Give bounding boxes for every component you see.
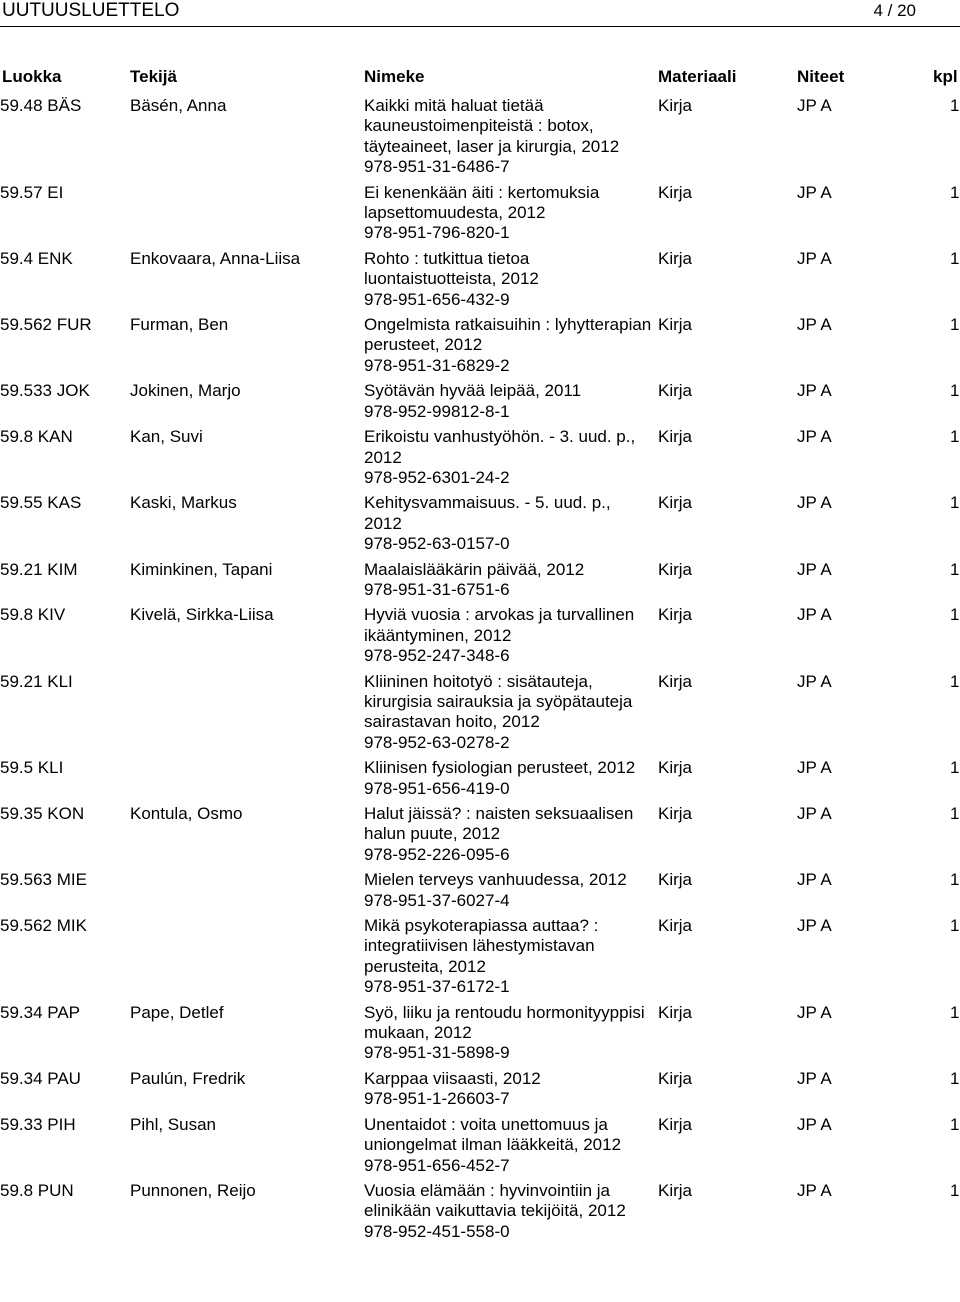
cell-nimeke: [364, 427, 652, 488]
title-text: Ongelmista ratkaisuihin : lyhytterapian perusteet, 2012: [364, 315, 652, 355]
cell-niteet: JP A: [797, 315, 832, 335]
table-row: [0, 1003, 960, 1064]
title-text: Maalaislääkärin päivää, 2012: [364, 559, 585, 579]
cell-nimeke: [364, 96, 652, 178]
cell-niteet: JP A: [797, 559, 832, 579]
cell-tekija: Pihl, Susan: [130, 1114, 216, 1134]
cell-luokka: 59.8 KIV: [0, 605, 66, 625]
cell-materiaali: Kirja: [658, 1180, 693, 1200]
isbn-text: 978-951-31-5898-9: [364, 1043, 510, 1063]
cell-materiaali: Kirja: [658, 1002, 693, 1022]
cell-nimeke: [364, 1181, 652, 1242]
table-row: [0, 804, 960, 865]
cell-luokka: 59.55 KAS: [0, 493, 82, 513]
cell-nimeke: [364, 1115, 652, 1176]
cell-kpl: 1: [950, 870, 960, 890]
cell-nimeke: [364, 870, 652, 911]
title-text: Hyviä vuosia : arvokas ja turvallinen ikääntyminen, 2012: [364, 605, 635, 645]
column-header-materiaali: Materiaali: [658, 67, 737, 86]
cell-luokka: 59.57 EI: [0, 182, 64, 202]
cell-luokka: 59.563 MIE: [0, 870, 87, 890]
table-row: [0, 560, 960, 601]
cell-materiaali: Kirja: [658, 671, 693, 691]
table-row: [0, 427, 960, 488]
cell-materiaali: Kirja: [658, 493, 693, 513]
cell-tekija: Jokinen, Marjo: [130, 381, 241, 401]
cell-kpl: 1: [950, 916, 960, 936]
cell-luokka: 59.4 ENK: [0, 248, 73, 268]
cell-nimeke: [364, 758, 652, 799]
cell-kpl: 1: [950, 182, 960, 202]
cell-materiaali: Kirja: [658, 916, 693, 936]
cell-niteet: JP A: [797, 1114, 832, 1134]
isbn-text: 978-952-63-0157-0: [364, 534, 510, 554]
cell-kpl: 1: [950, 671, 960, 691]
cell-kpl: 1: [950, 758, 960, 778]
cell-materiaali: Kirja: [658, 182, 693, 202]
isbn-text: 978-952-451-558-0: [364, 1221, 510, 1241]
column-header-tekija: Tekijä: [130, 67, 177, 86]
cell-tekija: Furman, Ben: [130, 315, 229, 335]
cell-tekija: Kivelä, Sirkka-Liisa: [130, 605, 274, 625]
column-header-luokka: Luokka: [2, 67, 62, 86]
cell-nimeke: [364, 315, 652, 376]
cell-luokka: 59.34 PAU: [0, 1068, 81, 1088]
table-row: [0, 315, 960, 376]
cell-nimeke: [364, 1003, 652, 1064]
cell-kpl: 1: [950, 427, 960, 447]
title-text: Ei kenenkään äiti : kertomuksia lapsettomuudesta, 2012: [364, 182, 600, 223]
isbn-text: 978-951-656-432-9: [364, 289, 510, 309]
cell-nimeke: [364, 672, 652, 754]
cell-tekija: Enkovaara, Anna-Liisa: [130, 248, 301, 268]
isbn-text: 978-952-6301-24-2: [364, 467, 510, 487]
cell-materiaali: Kirja: [658, 559, 693, 579]
table-row: [0, 183, 960, 244]
page-title: UUTUUSLUETTELO: [2, 0, 180, 21]
table-row: [0, 249, 960, 310]
cell-nimeke: [364, 605, 652, 666]
cell-niteet: JP A: [797, 248, 832, 268]
isbn-text: 978-951-656-452-7: [364, 1155, 510, 1175]
cell-materiaali: Kirja: [658, 381, 693, 401]
cell-kpl: 1: [950, 315, 960, 335]
cell-kpl: 1: [950, 1180, 960, 1200]
cell-kpl: 1: [950, 96, 960, 115]
column-header-nimeke: Nimeke: [364, 67, 425, 86]
cell-luokka: 59.33 PIH: [0, 1114, 76, 1134]
cell-tekija: Kontula, Osmo: [130, 804, 243, 823]
cell-nimeke: [364, 560, 652, 601]
cell-niteet: JP A: [797, 381, 832, 401]
cell-kpl: 1: [950, 493, 960, 513]
cell-niteet: JP A: [797, 605, 832, 625]
table-row: [0, 1069, 960, 1110]
title-text: Mikä psykoterapiassa auttaa? : integratiivisen lähestymistavan perusteita, 2012: [364, 916, 599, 976]
cell-niteet: JP A: [797, 427, 832, 447]
column-header-kpl: kpl: [933, 67, 958, 86]
cell-luokka: 59.5 KLI: [0, 758, 64, 778]
cell-niteet: JP A: [797, 96, 832, 115]
cell-tekija: Pape, Detlef: [130, 1002, 224, 1022]
table-row: [0, 672, 960, 754]
cell-nimeke: [364, 1069, 652, 1110]
cell-luokka: 59.21 KIM: [0, 559, 78, 579]
isbn-text: 978-952-99812-8-1: [364, 401, 510, 421]
cell-tekija: Kaski, Markus: [130, 493, 237, 513]
cell-niteet: JP A: [797, 493, 832, 513]
title-text: Syötävän hyvää leipää, 2011: [364, 381, 582, 401]
cell-luokka: 59.48 BÄS: [0, 96, 82, 115]
title-text: Kliinisen fysiologian perusteet, 2012: [364, 758, 636, 778]
cell-nimeke: [364, 381, 652, 422]
cell-kpl: 1: [950, 381, 960, 401]
table-row: [0, 1115, 960, 1176]
cell-materiaali: Kirja: [658, 248, 693, 268]
cell-materiaali: Kirja: [658, 1068, 693, 1088]
cell-luokka: 59.34 PAP: [0, 1002, 81, 1022]
cell-kpl: 1: [950, 1002, 960, 1022]
isbn-text: 978-951-37-6027-4: [364, 890, 510, 910]
cell-kpl: 1: [950, 1114, 960, 1134]
table-row: [0, 870, 960, 911]
cell-niteet: JP A: [797, 671, 832, 691]
table-row: [0, 381, 960, 422]
cell-nimeke: [364, 183, 652, 244]
cell-materiaali: Kirja: [658, 804, 693, 823]
table-row: [0, 493, 960, 554]
cell-niteet: JP A: [797, 1068, 832, 1088]
table-row: [0, 758, 960, 799]
cell-kpl: 1: [950, 804, 960, 823]
table-row: [0, 605, 960, 666]
title-text: Kliininen hoitotyö : sisätauteja, kirurgisia sairauksia ja syöpätauteja sairastavan hoito, 2012: [364, 671, 633, 732]
page-number: 4 / 20: [873, 1, 916, 20]
cell-tekija: Bäsén, Anna: [130, 96, 227, 115]
isbn-text: 978-951-31-6829-2: [364, 355, 510, 375]
cell-niteet: JP A: [797, 1180, 832, 1200]
isbn-text: 978-951-37-6172-1: [364, 977, 510, 997]
cell-kpl: 1: [950, 1068, 960, 1088]
isbn-text: 978-951-1-26603-7: [364, 1089, 510, 1109]
cell-tekija: Kan, Suvi: [130, 427, 203, 447]
cell-tekija: Kiminkinen, Tapani: [130, 559, 273, 579]
cell-tekija: Paulún, Fredrik: [130, 1068, 246, 1088]
cell-materiaali: Kirja: [658, 1114, 693, 1134]
title-text: Kehitysvammaisuus. - 5. uud. p., 2012: [364, 493, 611, 533]
title-text: Vuosia elämään : hyvinvointiin ja elinikään vaikuttavia tekijöitä, 2012: [364, 1180, 626, 1221]
cell-niteet: JP A: [797, 804, 832, 823]
cell-materiaali: Kirja: [658, 427, 693, 447]
cell-materiaali: Kirja: [658, 870, 693, 890]
table-row: [0, 96, 960, 178]
table-row: [0, 1181, 960, 1242]
isbn-text: 978-951-31-6751-6: [364, 579, 510, 599]
cell-kpl: 1: [950, 605, 960, 625]
isbn-text: 978-952-247-348-6: [364, 646, 510, 666]
cell-luokka: 59.35 KON: [0, 804, 85, 823]
cell-materiaali: Kirja: [658, 758, 693, 778]
title-text: Halut jäissä? : naisten seksuaalisen halun puute, 2012: [364, 804, 634, 844]
cell-luokka: 59.21 KLI: [0, 671, 73, 691]
cell-nimeke: [364, 916, 652, 998]
cell-luokka: 59.562 MIK: [0, 916, 87, 936]
title-text: Kaikki mitä haluat tietää kauneustoimenpiteistä : botox, täyteaineet, laser ja kirurgia, 2012: [364, 96, 620, 156]
cell-kpl: 1: [950, 248, 960, 268]
title-text: Mielen terveys vanhuudessa, 2012: [364, 870, 627, 890]
title-text: Rohto : tutkittua tietoa luontaistuotteista, 2012: [364, 248, 539, 289]
cell-niteet: JP A: [797, 870, 832, 890]
book-list: [0, 96, 960, 1242]
title-text: Karppaa viisaasti, 2012: [364, 1068, 541, 1088]
cell-luokka: 59.8 KAN: [0, 427, 73, 447]
table-row: [0, 916, 960, 998]
isbn-text: 978-951-656-419-0: [364, 778, 510, 798]
cell-materiaali: Kirja: [658, 315, 693, 335]
isbn-text: 978-951-796-820-1: [364, 223, 510, 243]
isbn-text: 978-952-226-095-6: [364, 844, 510, 864]
cell-niteet: JP A: [797, 758, 832, 778]
cell-niteet: JP A: [797, 1002, 832, 1022]
cell-nimeke: [364, 249, 652, 310]
column-header-niteet: Niteet: [797, 67, 845, 86]
header-divider: [0, 26, 960, 27]
cell-materiaali: Kirja: [658, 96, 693, 115]
cell-nimeke: [364, 804, 652, 865]
cell-nimeke: [364, 493, 652, 554]
cell-luokka: 59.562 FUR: [0, 315, 92, 335]
title-text: Syö, liiku ja rentoudu hormonityyppisi mukaan, 2012: [364, 1002, 645, 1043]
cell-materiaali: Kirja: [658, 605, 693, 625]
isbn-text: 978-952-63-0278-2: [364, 732, 510, 752]
cell-niteet: JP A: [797, 916, 832, 936]
title-text: Unentaidot : voita unettomuus ja uniongelmat ilman lääkkeitä, 2012: [364, 1114, 622, 1155]
cell-kpl: 1: [950, 559, 960, 579]
cell-luokka: 59.8 PUN: [0, 1180, 74, 1200]
cell-niteet: JP A: [797, 182, 832, 202]
isbn-text: 978-951-31-6486-7: [364, 157, 510, 177]
title-text: Erikoistu vanhustyöhön. - 3. uud. p., 2012: [364, 427, 636, 467]
cell-luokka: 59.533 JOK: [0, 381, 90, 401]
cell-tekija: Punnonen, Reijo: [130, 1180, 256, 1200]
